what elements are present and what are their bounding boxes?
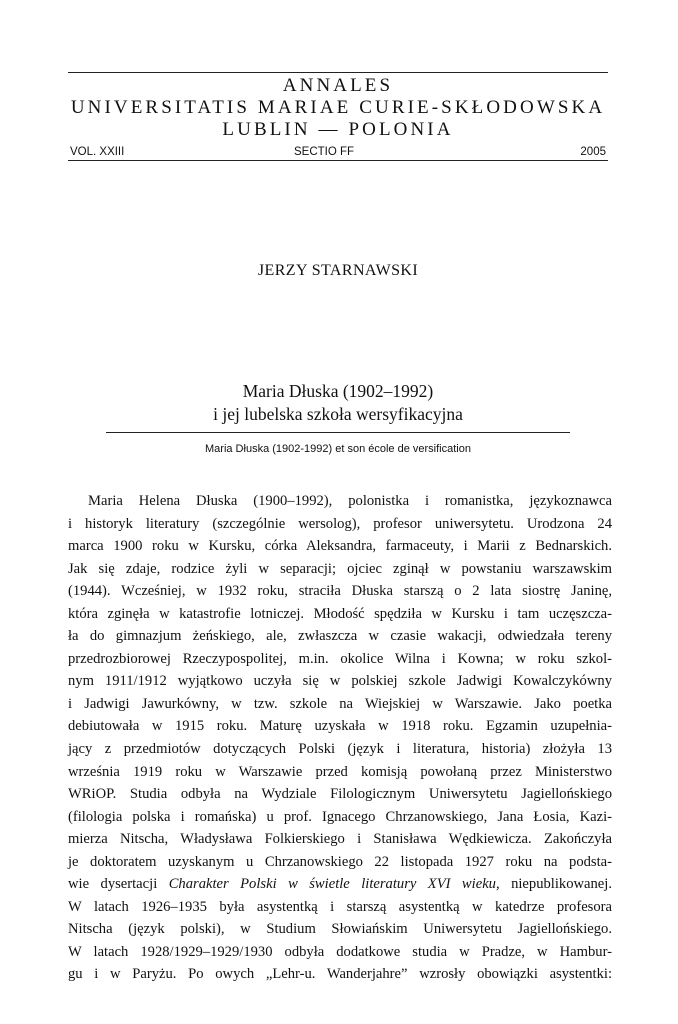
body-line: debiutowała w 1915 roku. Maturę uzyskała w 1918 roku. Egzamin uzupełnia- — [68, 718, 612, 735]
body-line: (filologia polska i romańska) u prof. Ignacego Chrzanowskiego, Jana Łosia, Kazi- — [68, 808, 612, 825]
body-line: Maria Helena Dłuska (1900–1992), polonistka i romanistka, językoznawca — [88, 493, 612, 509]
body-line: nym 1911/1912 wyjątkowo uczyła się w polskiej szkole Jadwigi Kowalczykówny — [68, 673, 612, 690]
dissertation-title: Charakter Polski w świetle literatury XVI wieku, — [168, 876, 500, 893]
article-title-line-2: i jej lubelska szkoła wersyfikacyjna — [213, 404, 463, 424]
body-line: mierza Nitscha, Władysława Folkierskiego i Stanisława Wędkiewicza. Zakończyła — [68, 831, 612, 848]
journal-title: ANNALES — [282, 75, 394, 96]
article-title-line-1: Maria Dłuska (1902–1992) — [242, 381, 434, 401]
body-line: W latach 1926–1935 była asystentką i starszą asystentką w katedrze profesora — [68, 898, 612, 915]
body-line: która zginęła w katastrofie lotniczej. Młodość spędziła w Kursku i tam uczęszcza- — [68, 605, 612, 622]
body-line: ła do gimnazjum żeńskiego, ale, zwłaszcza w czasie wakacji, odwiedzała tereny — [68, 628, 612, 645]
body-line: W latach 1928/1929–1929/1930 odbyła dodatkowe studia w Pradze, w Hambur- — [68, 943, 612, 960]
body-line: WRiOP. Studia odbyła na Wydziale Filologicznym Uniwersytetu Jagiellońskiego — [68, 786, 612, 803]
year-label: 2005 — [580, 146, 606, 158]
body-line: marca 1900 roku w Kursku, córka Aleksandra, farmaceuty, i Marii z Bednarskich. — [68, 538, 612, 555]
header-top-rule — [68, 72, 608, 73]
article-subtitle-french: Maria Dłuska (1902-1992) et son école de versification — [205, 443, 471, 455]
body-line: gu i w Paryżu. Po owych „Lehr-u. Wanderjahre” wzrosły obowiązki asystentki: — [68, 966, 612, 983]
body-text-fragment: wie dysertacji — [68, 876, 169, 893]
body-text-fragment: niepublikowanej. — [499, 876, 612, 893]
title-rule — [106, 432, 570, 433]
body-line: i Jadwigi Jawurkówny, w tzw. szkole na Wiejskiej w Warszawie. Jako poetka — [68, 695, 612, 712]
university-name: UNIVERSITATIS MARIAE CURIE-SKŁODOWSKA — [70, 97, 606, 118]
body-line: Nitscha (język polski), w Studium Słowiańskim Uniwersytetu Jagiellońskiego. — [68, 921, 612, 938]
body-line: Jak się zdaje, rodzice żyli w separacji; ojciec zginął w powstaniu warszawskim — [68, 560, 612, 577]
city-country: LUBLIN — POLONIA — [222, 119, 454, 140]
body-line: jący z przedmiotów dotyczących Polski (język i literatura, historia) złożyła 13 — [68, 741, 612, 758]
body-line: przedrozbiorowej Rzeczypospolitej, m.in. okolice Wilna i Kowna; w roku szkol- — [68, 650, 612, 667]
article-body — [68, 490, 612, 986]
author-name: JERZY STARNAWSKI — [257, 262, 419, 279]
header-bottom-rule — [68, 160, 608, 161]
body-line — [68, 873, 612, 896]
body-line: września 1919 roku w Warszawie przed komisją powołaną przez Ministerstwo — [68, 763, 612, 780]
body-line: i historyk literatury (szczególnie wersolog), profesor uniwersytetu. Urodzona 24 — [68, 515, 612, 532]
volume-label: VOL. XXIII — [70, 146, 125, 158]
body-line: (1944). Wcześniej, w 1932 roku, straciła Dłuska starszą o 2 lata siostrę Janinę, — [68, 583, 612, 600]
section-label: SECTIO FF — [294, 146, 355, 158]
body-line: je doktoratem uzyskanym u Chrzanowskiego 22 listopada 1927 roku na podsta- — [68, 853, 612, 870]
